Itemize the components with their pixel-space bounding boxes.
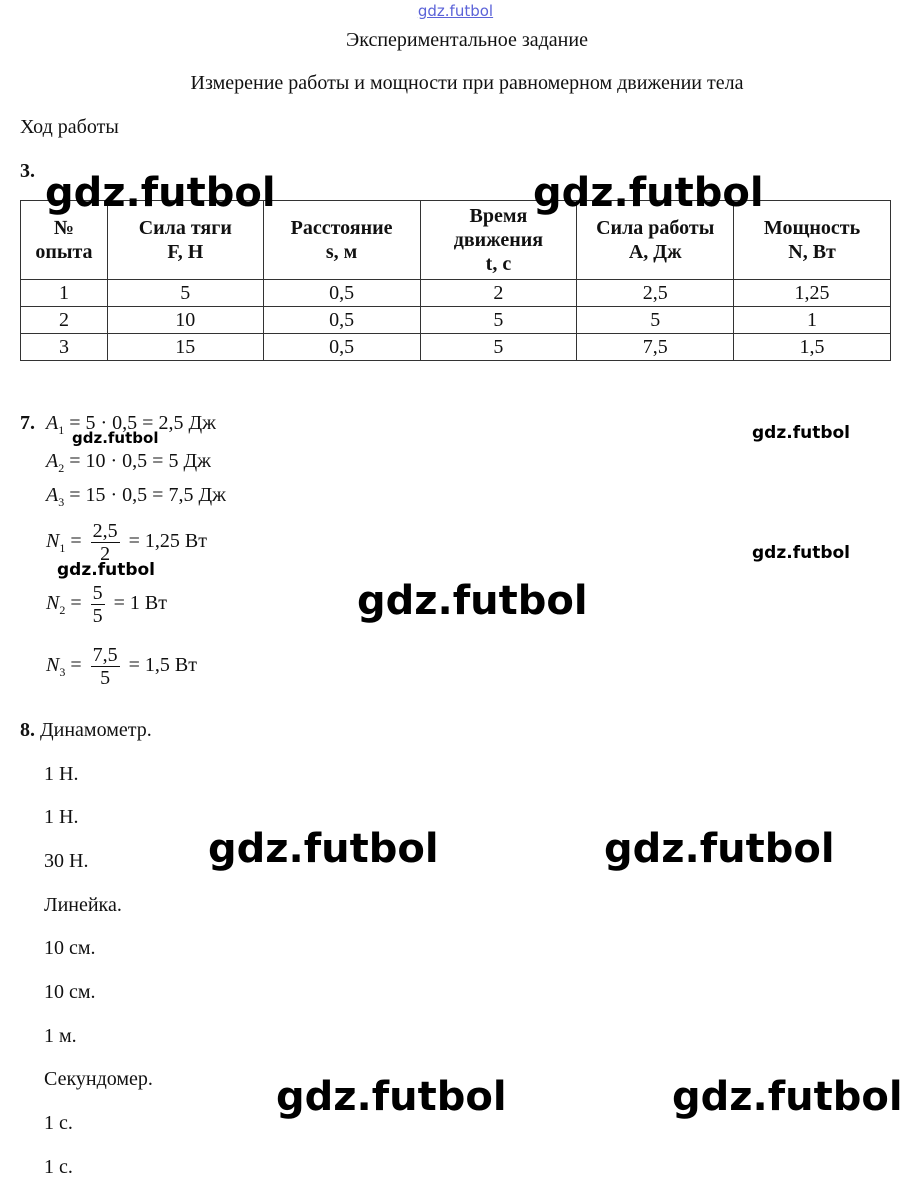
header-force: Сила тяги F, Н	[107, 201, 263, 280]
table-cell: 5	[107, 280, 263, 307]
table-cell: 5	[577, 307, 734, 334]
table-cell: 2	[21, 307, 108, 334]
header-experiment-number: № опыта	[21, 201, 108, 280]
formula-a1: $A_1 = 5 \cdot 0,5 = 2,5$ Дж	[46, 412, 216, 437]
header-time: Время движения t, с	[420, 201, 577, 280]
fraction: $\frac{5}{5}$	[92, 582, 103, 627]
table-cell: 5	[420, 334, 577, 361]
watermark: gdz.futbol	[604, 826, 835, 872]
list-item: 30 Н.	[44, 850, 89, 872]
table-cell: 2	[420, 280, 577, 307]
header-power: Мощность N, Вт	[734, 201, 891, 280]
watermark: gdz.futbol	[752, 423, 850, 443]
list-item: Линейка.	[44, 894, 122, 916]
header-work: Сила работы A, Дж	[577, 201, 734, 280]
table-cell: 5	[420, 307, 577, 334]
task-8-first-line: 8. Динамометр.	[20, 719, 152, 741]
table-cell: 0,5	[263, 280, 420, 307]
watermark: gdz.futbol	[357, 578, 588, 624]
formula-n1: $N_1$ = $\frac{2,5}{2}$ = 1,25 Вт	[46, 520, 207, 565]
results-table	[20, 200, 891, 361]
formula-n3: $N_3$ = $\frac{7,5}{5}$ = 1,5 Вт	[46, 644, 197, 689]
list-item: 1 с.	[44, 1156, 73, 1178]
page-title: Экспериментальное задание	[346, 29, 588, 51]
list-item: 1 м.	[44, 1025, 77, 1047]
task-3-number: 3.	[20, 160, 35, 182]
list-item: 10 см.	[44, 937, 96, 959]
table-cell: 0,5	[263, 307, 420, 334]
formula-n2: $N_2$ = $\frac{5}{5}$ = 1 Вт	[46, 582, 167, 627]
table-cell: 1	[21, 280, 108, 307]
formula-a2: $A_2 = 10 \cdot 0,5 = 5$ Дж	[46, 450, 211, 475]
table-cell: 3	[21, 334, 108, 361]
table-row	[21, 334, 891, 361]
table-cell: 0,5	[263, 334, 420, 361]
watermark: gdz.futbol	[57, 560, 155, 580]
section-label: Ход работы	[20, 116, 119, 138]
watermark: gdz.futbol	[533, 170, 764, 216]
formula-a3: $A_3 = 15 \cdot 0,5 = 7,5$ Дж	[46, 484, 226, 509]
table-row	[21, 280, 891, 307]
header-distance: Расстояние s, м	[263, 201, 420, 280]
table-cell: 1,25	[734, 280, 891, 307]
list-item: 10 см.	[44, 981, 96, 1003]
table-cell: 1	[734, 307, 891, 334]
page-subtitle: Измерение работы и мощности при равномерном движении тела	[190, 72, 744, 94]
site-link[interactable]: gdz.futbol	[417, 2, 494, 20]
list-item: 1 Н.	[44, 806, 79, 828]
list-item: 1 Н.	[44, 763, 79, 785]
table-row	[21, 307, 891, 334]
watermark: gdz.futbol	[208, 826, 439, 872]
table-cell: 2,5	[577, 280, 734, 307]
task-7-number: 7.	[20, 412, 35, 434]
watermark: gdz.futbol	[672, 1074, 903, 1120]
watermark: gdz.futbol	[276, 1074, 507, 1120]
table-cell: 1,5	[734, 334, 891, 361]
watermark: gdz.futbol	[45, 170, 276, 216]
table-cell: 10	[107, 307, 263, 334]
fraction: $\frac{7,5}{5}$	[92, 644, 118, 689]
watermark: gdz.futbol	[752, 543, 850, 563]
table-cell: 15	[107, 334, 263, 361]
list-item: 1 с.	[44, 1112, 73, 1134]
fraction: $\frac{2,5}{2}$	[92, 520, 118, 565]
table-cell: 7,5	[577, 334, 734, 361]
watermark: gdz.futbol	[72, 429, 159, 447]
list-item: Секундомер.	[44, 1068, 153, 1090]
